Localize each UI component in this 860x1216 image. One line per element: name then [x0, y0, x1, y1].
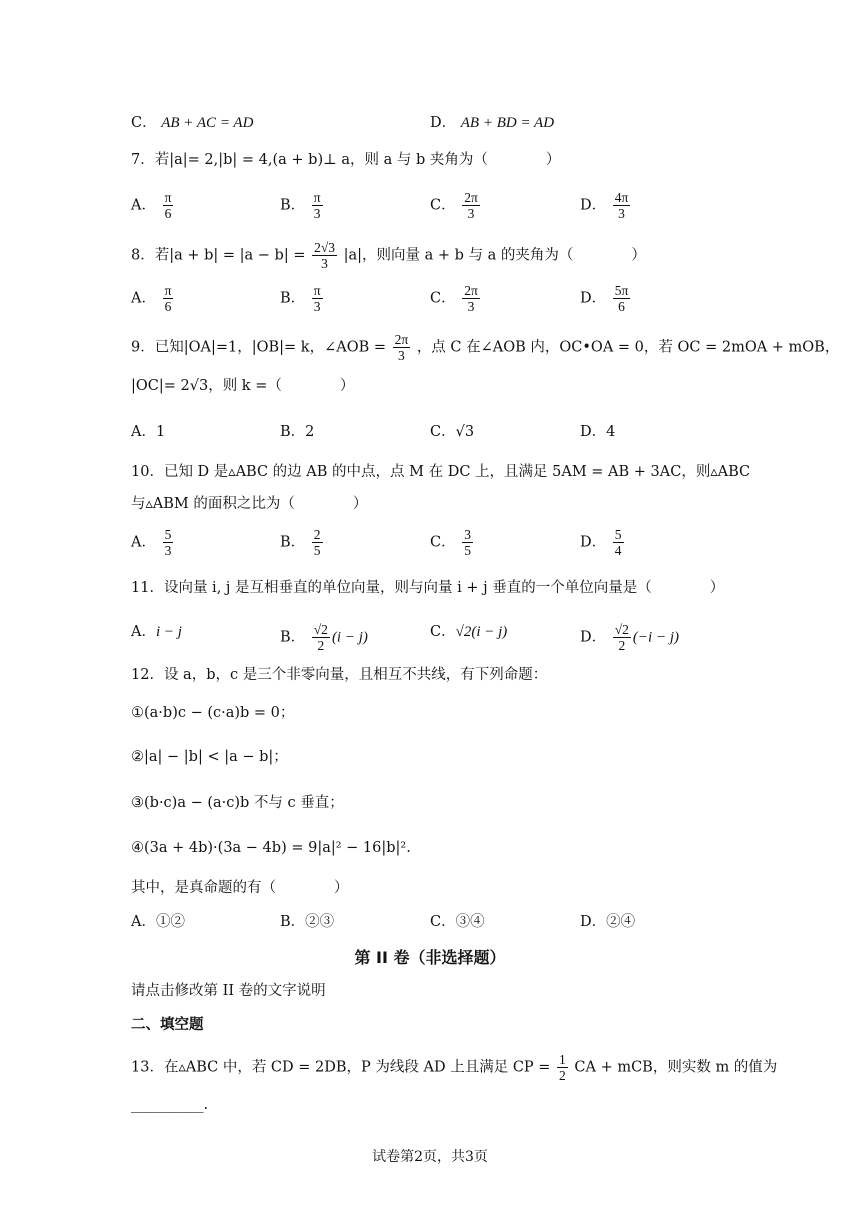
q6-option-c-label: C． — [131, 115, 157, 131]
q7-option-a — [131, 190, 175, 221]
q9-stem-c: |OC|= 2√3，则 k =（ ） — [131, 378, 355, 394]
fraction-num: 4π — [614, 190, 629, 205]
fraction-den: 3 — [618, 206, 625, 221]
fraction-num: 3 — [464, 527, 471, 542]
option-label: D． — [580, 290, 607, 307]
fraction-num: 2 — [313, 527, 321, 542]
fraction-num: 1 — [559, 1052, 566, 1067]
q12-prop-3: ③(b·c)a − (a·c)b 不与 c 垂直； — [131, 795, 344, 811]
option-text: (i − j) — [331, 629, 368, 646]
option-label: A． — [131, 197, 156, 214]
q7-option-b — [280, 190, 325, 221]
fraction-num: 2π — [464, 190, 478, 205]
q12-question: 其中，是真命题的有（ ） — [131, 880, 349, 896]
q6-option-d — [430, 113, 554, 133]
section-2-title: 第 II 卷（非选择题） — [354, 948, 506, 967]
q6-option-d-label: D． — [430, 115, 457, 131]
option-label: D． — [580, 914, 607, 930]
option-label: D． — [580, 197, 607, 214]
fraction-den: 3 — [164, 543, 172, 558]
fill-blank-heading: 二、填空题 — [131, 1017, 204, 1033]
fraction-num: √2 — [313, 622, 328, 637]
option-label: B． — [280, 629, 306, 646]
fraction-den: 5 — [313, 543, 321, 558]
fraction-num: π — [164, 190, 172, 205]
q9-option-d — [580, 422, 615, 442]
option-label: C． — [430, 424, 456, 440]
option-text: √2(i − j) — [455, 624, 508, 640]
fraction-num: 5 — [164, 527, 172, 542]
fraction-den: 2 — [317, 638, 325, 653]
q8-stem — [131, 240, 646, 271]
fraction-num: 2π — [464, 283, 478, 298]
q6-option-c-expr: AB + AC = AD — [161, 115, 254, 131]
option-label: B． — [280, 290, 306, 307]
fraction-den: 3 — [313, 206, 321, 221]
q10-option-a — [131, 527, 175, 558]
option-label: B． — [280, 914, 306, 930]
q8-stem-a: 8．若|a + b| = |a − b| = — [131, 247, 306, 264]
fraction — [613, 190, 631, 221]
fraction-den: 3 — [313, 299, 321, 314]
option-label: A． — [131, 624, 156, 640]
fraction — [462, 527, 473, 558]
fraction — [312, 283, 323, 314]
fraction-den: 3 — [398, 348, 405, 363]
fraction-den: 3 — [467, 299, 475, 314]
fraction — [613, 527, 624, 558]
q12-option-a — [131, 912, 185, 932]
option-label: C． — [430, 534, 456, 551]
fraction — [613, 283, 631, 314]
fraction — [462, 283, 480, 314]
fraction-num: π — [313, 283, 321, 298]
fraction-den: 2 — [559, 1068, 566, 1083]
option-label: B． — [280, 424, 306, 440]
fraction — [557, 1052, 568, 1083]
q12-prop-4: ④(3a + 4b)·(3a − 4b) = 9|a|² − 16|b|². — [131, 840, 411, 856]
q10-stem-a: 10．已知 D 是▵ABC 的边 AB 的中点，点 M 在 DC 上，且满足 5AM = AB + 3AC，则▵ABC — [131, 464, 751, 480]
option-label: D． — [580, 629, 607, 646]
option-label: A． — [131, 290, 156, 307]
q11-option-a — [131, 622, 182, 642]
option-text: ②③ — [305, 914, 335, 930]
fraction — [312, 527, 323, 558]
fraction — [163, 190, 174, 221]
q13-stem — [131, 1052, 777, 1083]
fraction — [312, 190, 323, 221]
fraction-num: √2 — [614, 622, 629, 637]
q12-stem: 12．设 a，b，c 是三个非零向量，且相互不共线，有下列命题： — [131, 667, 548, 683]
fraction-num: 2π — [394, 332, 409, 347]
option-label: B． — [280, 197, 306, 214]
q11-option-c — [430, 622, 507, 642]
q9-stem — [131, 332, 839, 363]
section-2-note[interactable]: 请点击修改第 II 卷的文字说明 — [131, 983, 326, 999]
q6-option-c — [131, 113, 253, 133]
option-label: D． — [580, 424, 607, 440]
q13-stem-b: CA + mCB，则实数 m 的值为 — [574, 1059, 778, 1076]
q6-option-d-expr: AB + BD = AD — [460, 115, 555, 131]
option-label: D． — [580, 534, 607, 551]
option-text: ①② — [155, 914, 185, 930]
fraction-den: 6 — [164, 299, 172, 314]
fraction-den: 3 — [467, 206, 475, 221]
fraction — [393, 332, 411, 363]
option-label: C． — [430, 624, 456, 640]
option-label: A． — [131, 424, 156, 440]
fraction — [163, 527, 174, 558]
option-label: C． — [430, 197, 456, 214]
fraction — [163, 283, 174, 314]
fraction-den: 3 — [321, 256, 328, 271]
q7-option-d — [580, 190, 632, 221]
option-text: √3 — [455, 424, 475, 440]
q13-answer-blank: __________. — [131, 1097, 209, 1113]
page-footer: 试卷第2页，共3页 — [372, 1149, 488, 1165]
q13-stem-a: 13．在▵ABC 中，若 CD = 2DB，P 为线段 AD 上且满足 CP = — [131, 1059, 551, 1076]
option-text: i − j — [155, 624, 182, 640]
option-label: A． — [131, 534, 156, 551]
fraction-num: π — [313, 190, 321, 205]
fraction-den: 6 — [618, 299, 625, 314]
option-text: ③④ — [455, 914, 485, 930]
q7-stem: 7．若|a|= 2,|b| = 4,(a + b)⊥ a，则 a 与 b 夹角为（ ） — [131, 152, 561, 168]
fraction — [613, 622, 631, 653]
q9-stem-a: 9．已知|OA|=1，|OB|= k，∠AOB = — [131, 339, 387, 356]
q11-option-d — [580, 622, 679, 653]
fraction — [312, 240, 337, 271]
q9-option-b — [280, 422, 314, 442]
q10-stem-b: 与▵ABM 的面积之比为（ ） — [131, 496, 368, 512]
q8-option-a — [131, 283, 175, 314]
fraction-den: 4 — [614, 543, 622, 558]
option-label: C． — [430, 290, 456, 307]
fraction-den: 5 — [464, 543, 471, 558]
option-text: 4 — [606, 424, 616, 440]
q12-option-b — [280, 912, 334, 932]
option-text: (−i − j) — [632, 629, 679, 646]
q11-stem: 11．设向量 i, j 是互相垂直的单位向量，则与向量 i + j 垂直的一个单位向量是（ ） — [131, 580, 725, 596]
q9-stem-b: ，点 C 在∠AOB 内，OC•OA = 0，若 OC = 2mOA + mOB， — [416, 339, 840, 356]
q12-prop-2: ②|a| − |b| < |a − b|； — [131, 749, 288, 765]
q10-option-b — [280, 527, 325, 558]
q10-option-d — [580, 527, 626, 558]
q8-option-d — [580, 283, 632, 314]
q7-option-c — [430, 190, 482, 221]
q10-option-c — [430, 527, 475, 558]
fraction — [312, 622, 330, 653]
fraction-den: 2 — [618, 638, 626, 653]
q11-option-b — [280, 622, 368, 653]
q9-option-a — [131, 422, 165, 442]
q12-option-d — [580, 912, 635, 932]
q12-option-c — [430, 912, 485, 932]
option-text: 1 — [155, 424, 166, 440]
q8-option-c — [430, 283, 482, 314]
fraction-num: π — [164, 283, 172, 298]
q8-stem-b: |a|，则向量 a + b 与 a 的夹角为（ ） — [343, 247, 646, 264]
option-label: B． — [280, 534, 306, 551]
fraction-num: 2√3 — [314, 240, 336, 255]
q8-option-b — [280, 283, 325, 314]
fraction-den: 6 — [164, 206, 172, 221]
option-label: A． — [131, 914, 156, 930]
fraction-num: 5π — [614, 283, 629, 298]
fraction — [462, 190, 480, 221]
option-text: 2 — [305, 424, 315, 440]
q12-prop-1: ①(a·b)c − (c·a)b = 0； — [131, 705, 295, 721]
option-label: C． — [430, 914, 456, 930]
q9-option-c — [430, 422, 474, 442]
option-text: ②④ — [606, 914, 636, 930]
fraction-num: 5 — [614, 527, 622, 542]
